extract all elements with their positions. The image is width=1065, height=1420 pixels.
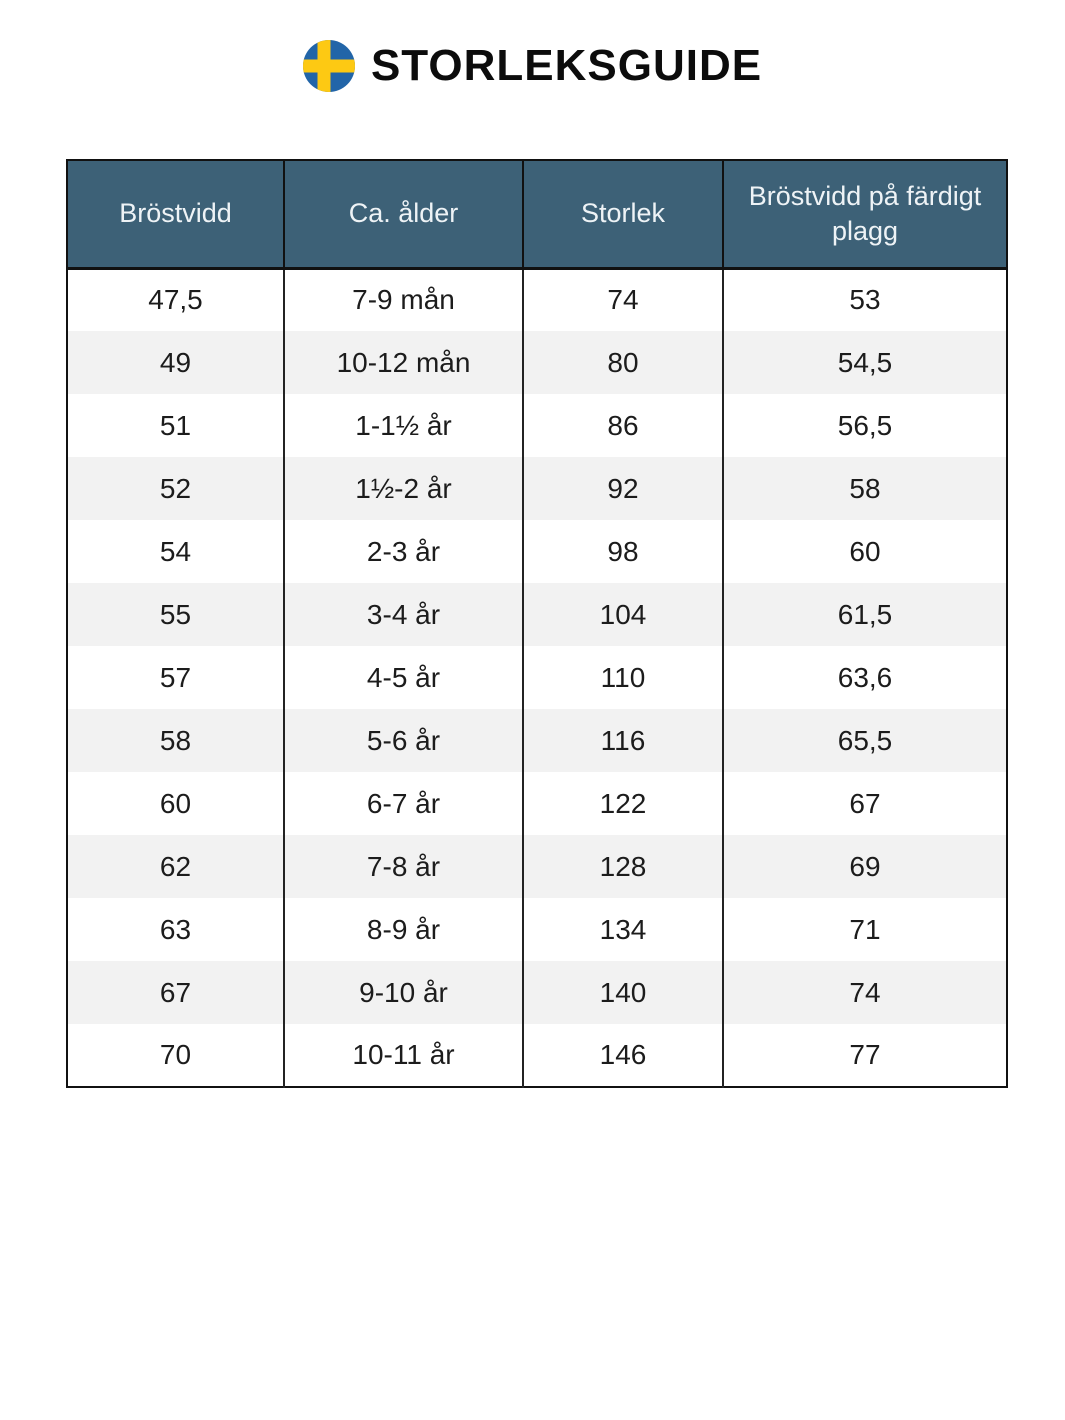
table-cell: 61,5 xyxy=(723,583,1007,646)
table-cell: 77 xyxy=(723,1024,1007,1087)
table-cell: 80 xyxy=(523,331,723,394)
table-cell: 58 xyxy=(159,724,192,756)
table-cell: 60 xyxy=(723,520,1007,583)
table-cell: 140 xyxy=(523,961,723,1024)
table-row xyxy=(67,268,1007,331)
table-cell: 58 xyxy=(723,457,1007,520)
table-cell: 1-1½ år xyxy=(284,394,523,457)
table-cell: 3-4 år xyxy=(284,583,523,646)
table-cell: 9-10 år xyxy=(284,961,523,1024)
title-bar xyxy=(0,40,1065,92)
table-cell: 10-12 mån xyxy=(284,331,523,394)
table-row xyxy=(67,331,1007,394)
table-cell: 92 xyxy=(523,457,723,520)
table-cell: 10-11 år xyxy=(284,1024,523,1087)
table-cell: 53 xyxy=(723,268,1007,331)
table-cell: 63,6 xyxy=(723,646,1007,709)
table-row xyxy=(67,898,1007,961)
table-cell: 128 xyxy=(523,835,723,898)
table-row xyxy=(67,961,1007,1024)
table-row xyxy=(67,835,1007,898)
table-cell: 56,5 xyxy=(723,394,1007,457)
table-row xyxy=(67,394,1007,457)
table-cell: 62 xyxy=(159,850,192,882)
table-cell: 69 xyxy=(723,835,1007,898)
table-cell: 98 xyxy=(523,520,723,583)
table-cell: 74 xyxy=(523,268,723,331)
table-cell: 8-9 år xyxy=(284,898,523,961)
table-cell: 49 xyxy=(159,346,192,378)
table-cell: 146 xyxy=(523,1024,723,1087)
table-cell: 6-7 år xyxy=(284,772,523,835)
column-header: Storlek xyxy=(523,160,723,268)
table-row xyxy=(67,709,1007,772)
table-row xyxy=(67,1024,1007,1087)
table-row xyxy=(67,583,1007,646)
table-body xyxy=(67,268,1007,1087)
column-header: Bröstvidd xyxy=(67,160,284,268)
table-cell: 86 xyxy=(523,394,723,457)
table-cell: 65,5 xyxy=(723,709,1007,772)
table-row xyxy=(67,520,1007,583)
table-cell: 67 xyxy=(159,976,192,1008)
table-cell: 54 xyxy=(159,535,192,567)
header-row xyxy=(67,160,1007,268)
page-title: STORLEKSGUIDE xyxy=(370,41,763,90)
table-row xyxy=(67,457,1007,520)
table-cell: 47,5 xyxy=(148,284,203,316)
swedish-flag-icon xyxy=(303,40,355,92)
table-cell: 60 xyxy=(159,787,192,819)
table-row xyxy=(67,772,1007,835)
column-header: Bröstvidd på färdigt plagg xyxy=(723,160,1007,268)
table-cell: 2-3 år xyxy=(284,520,523,583)
table-cell: 63 xyxy=(159,913,192,945)
table-cell: 70 xyxy=(159,1039,192,1070)
table-cell: 7-8 år xyxy=(284,835,523,898)
table-cell: 54,5 xyxy=(723,331,1007,394)
table-cell: 51 xyxy=(159,409,192,441)
column-header: Ca. ålder xyxy=(284,160,523,268)
table-row xyxy=(67,646,1007,709)
table-cell: 134 xyxy=(523,898,723,961)
table-cell: 67 xyxy=(723,772,1007,835)
table-cell: 116 xyxy=(523,709,723,772)
table-cell: 74 xyxy=(723,961,1007,1024)
table-cell: 5-6 år xyxy=(284,709,523,772)
table-cell: 4-5 år xyxy=(284,646,523,709)
table-cell: 57 xyxy=(159,661,192,693)
table-cell: 71 xyxy=(723,898,1007,961)
table-cell: 122 xyxy=(523,772,723,835)
table-cell: 55 xyxy=(159,598,192,630)
size-guide-table xyxy=(66,159,1008,1088)
table-cell: 7-9 mån xyxy=(284,268,523,331)
table-cell: 1½-2 år xyxy=(284,457,523,520)
table-cell: 110 xyxy=(523,646,723,709)
table-cell: 52 xyxy=(159,472,192,504)
table-cell: 104 xyxy=(523,583,723,646)
